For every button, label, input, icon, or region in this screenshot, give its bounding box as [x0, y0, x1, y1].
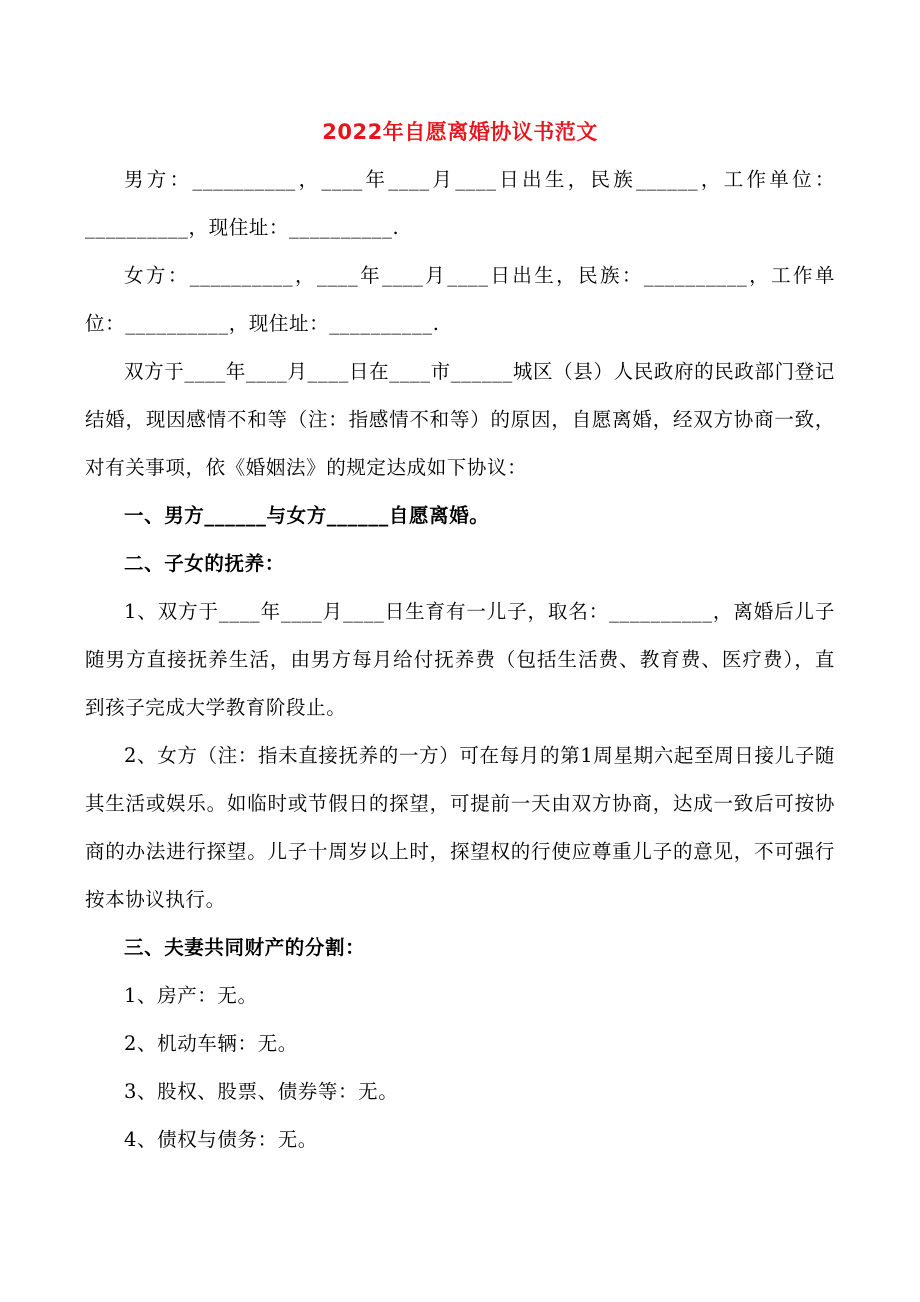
property-item-1: 1、房产：无。 [124, 984, 258, 1007]
document-page [85, 112, 835, 1164]
property-item-2: 2、机动车辆：无。 [124, 1032, 298, 1055]
section-3-heading: 三、夫妻共同财产的分割： [124, 936, 366, 959]
document-title: 2022年自愿离婚协议书范文 [322, 120, 598, 144]
section-2-heading: 二、子女的抚养： [124, 552, 285, 575]
male-party-info: 男方：__________，____年____月____日出生，民族______，工作单位：__________，现住址：__________. [85, 168, 835, 239]
property-item-3: 3、股权、股票、债券等：无。 [124, 1080, 399, 1103]
female-party-info: 女方：__________，____年____月____日出生，民族：__________，工作单位：__________，现住址：__________. [85, 264, 835, 335]
child-custody-clause: 1、双方于____年____月____日生育有一儿子，取名：__________，离婚后儿子随男方直接抚养生活，由男方每月给付抚养费（包括生活费、教育费、医疗费），直到孩子完成大学教育阶段止。 [85, 600, 835, 719]
property-item-4: 4、债权与债务：无。 [124, 1128, 318, 1151]
visitation-clause: 2、女方（注：指未直接抚养的一方）可在每月的第1周星期六起至周日接儿子随其生活或娱乐。如临时或节假日的探望，可提前一天由双方协商，达成一致后可按协商的办法进行探望。儿子十周岁以上时，探望权的行使应尊重儿子的意见，不可强行按本协议执行。 [85, 744, 835, 911]
marriage-background: 双方于____年____月____日在____市______城区（县）人民政府的民政部门登记结婚，现因感情不和等（注：指感情不和等）的原因，自愿离婚，经双方协商一致，对有关事项，依《婚姻法》的规定达成如下协议： [85, 360, 835, 479]
section-1-heading: 一、男方______与女方______自愿离婚。 [124, 504, 490, 527]
